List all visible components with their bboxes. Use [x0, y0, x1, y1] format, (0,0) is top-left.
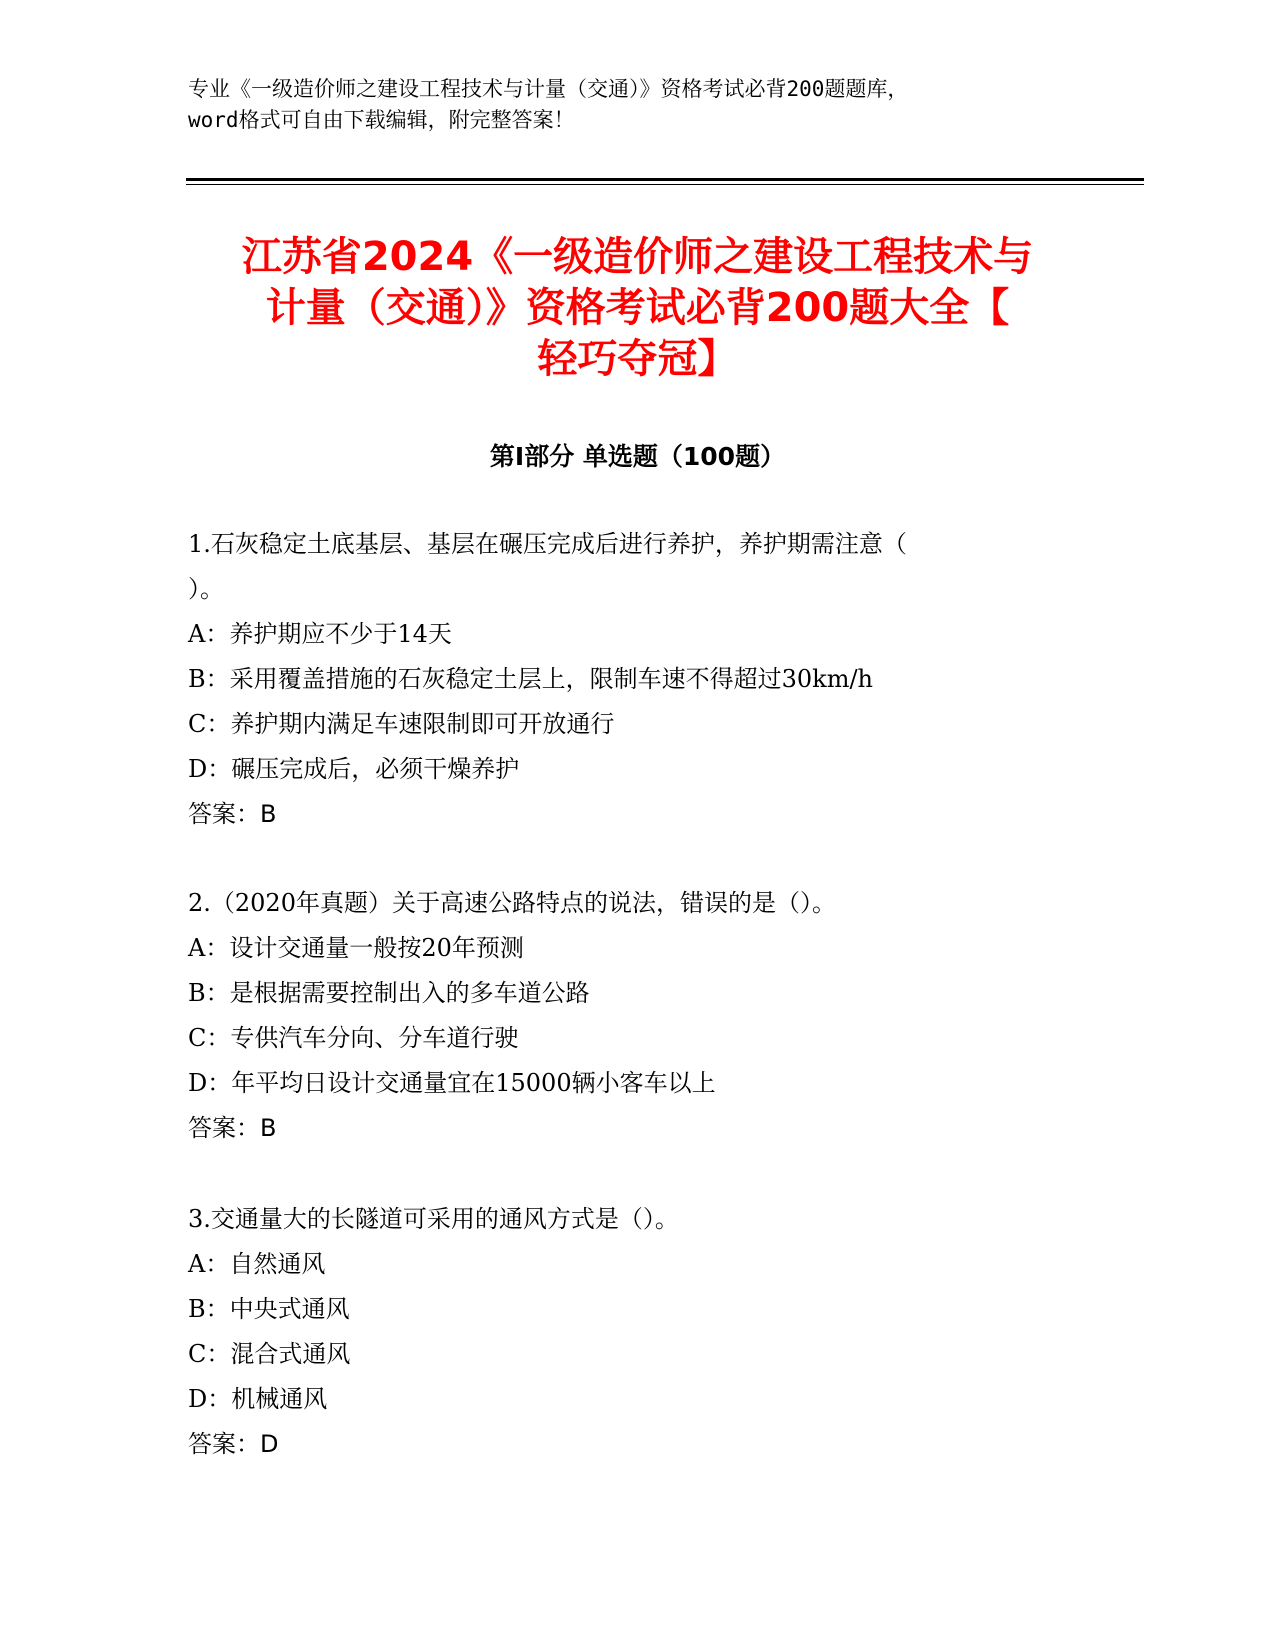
option-d: D：机械通风 [188, 1385, 328, 1413]
question-3 [188, 1197, 1088, 1467]
option-b: B：采用覆盖措施的石灰稳定土层上，限制车速不得超过30km/h [188, 665, 874, 693]
document-header-note [188, 74, 1088, 136]
title-line-2: 计量（交通）》资格考试必背200题大全【 [265, 285, 1010, 331]
option-b: B：中央式通风 [188, 1295, 350, 1323]
title-line-3: 轻巧夺冠】 [537, 336, 738, 382]
option-c: C：混合式通风 [188, 1340, 351, 1368]
question-stem-line: 2.（2020年真题）关于高速公路特点的说法，错误的是（）。 [188, 889, 836, 917]
option-c: C：专供汽车分向、分车道行驶 [188, 1024, 519, 1052]
question-1 [188, 522, 1088, 837]
option-b: B：是根据需要控制出入的多车道公路 [188, 979, 590, 1007]
question-stem-line: 1.石灰稳定土底基层、基层在碾压完成后进行养护，养护期需注意（ [188, 530, 907, 558]
answer-line: 答案：B [188, 1114, 277, 1142]
section-heading: 第Ⅰ部分 单选题（100题） [489, 442, 786, 471]
header-note-line-2: word格式可自由下载编辑，附完整答案！ [188, 108, 575, 132]
title-line-1: 江苏省2024《一级造价师之建设工程技术与 [241, 234, 1034, 280]
document-title [140, 232, 1135, 385]
question-2 [188, 881, 1088, 1151]
question-stem-line: 3.交通量大的长隧道可采用的通风方式是（）。 [188, 1205, 679, 1233]
option-a: A：设计交通量一般按20年预测 [188, 934, 524, 962]
answer-line: 答案：B [188, 800, 277, 828]
question-stem-line: ）。 [188, 575, 224, 603]
answer-line: 答案：D [188, 1430, 279, 1458]
option-d: D：年平均日设计交通量宜在15000辆小客车以上 [188, 1069, 716, 1097]
option-d: D：碾压完成后，必须干燥养护 [188, 755, 520, 783]
header-divider-thick [186, 178, 1144, 181]
option-c: C：养护期内满足车速限制即可开放通行 [188, 710, 615, 738]
option-a: A：自然通风 [188, 1250, 326, 1278]
header-divider-thin [186, 184, 1144, 185]
header-note-line-1: 专业《一级造价师之建设工程技术与计量（交通）》资格考试必背200题题库， [188, 77, 909, 101]
option-a: A：养护期应不少于14天 [188, 620, 452, 648]
